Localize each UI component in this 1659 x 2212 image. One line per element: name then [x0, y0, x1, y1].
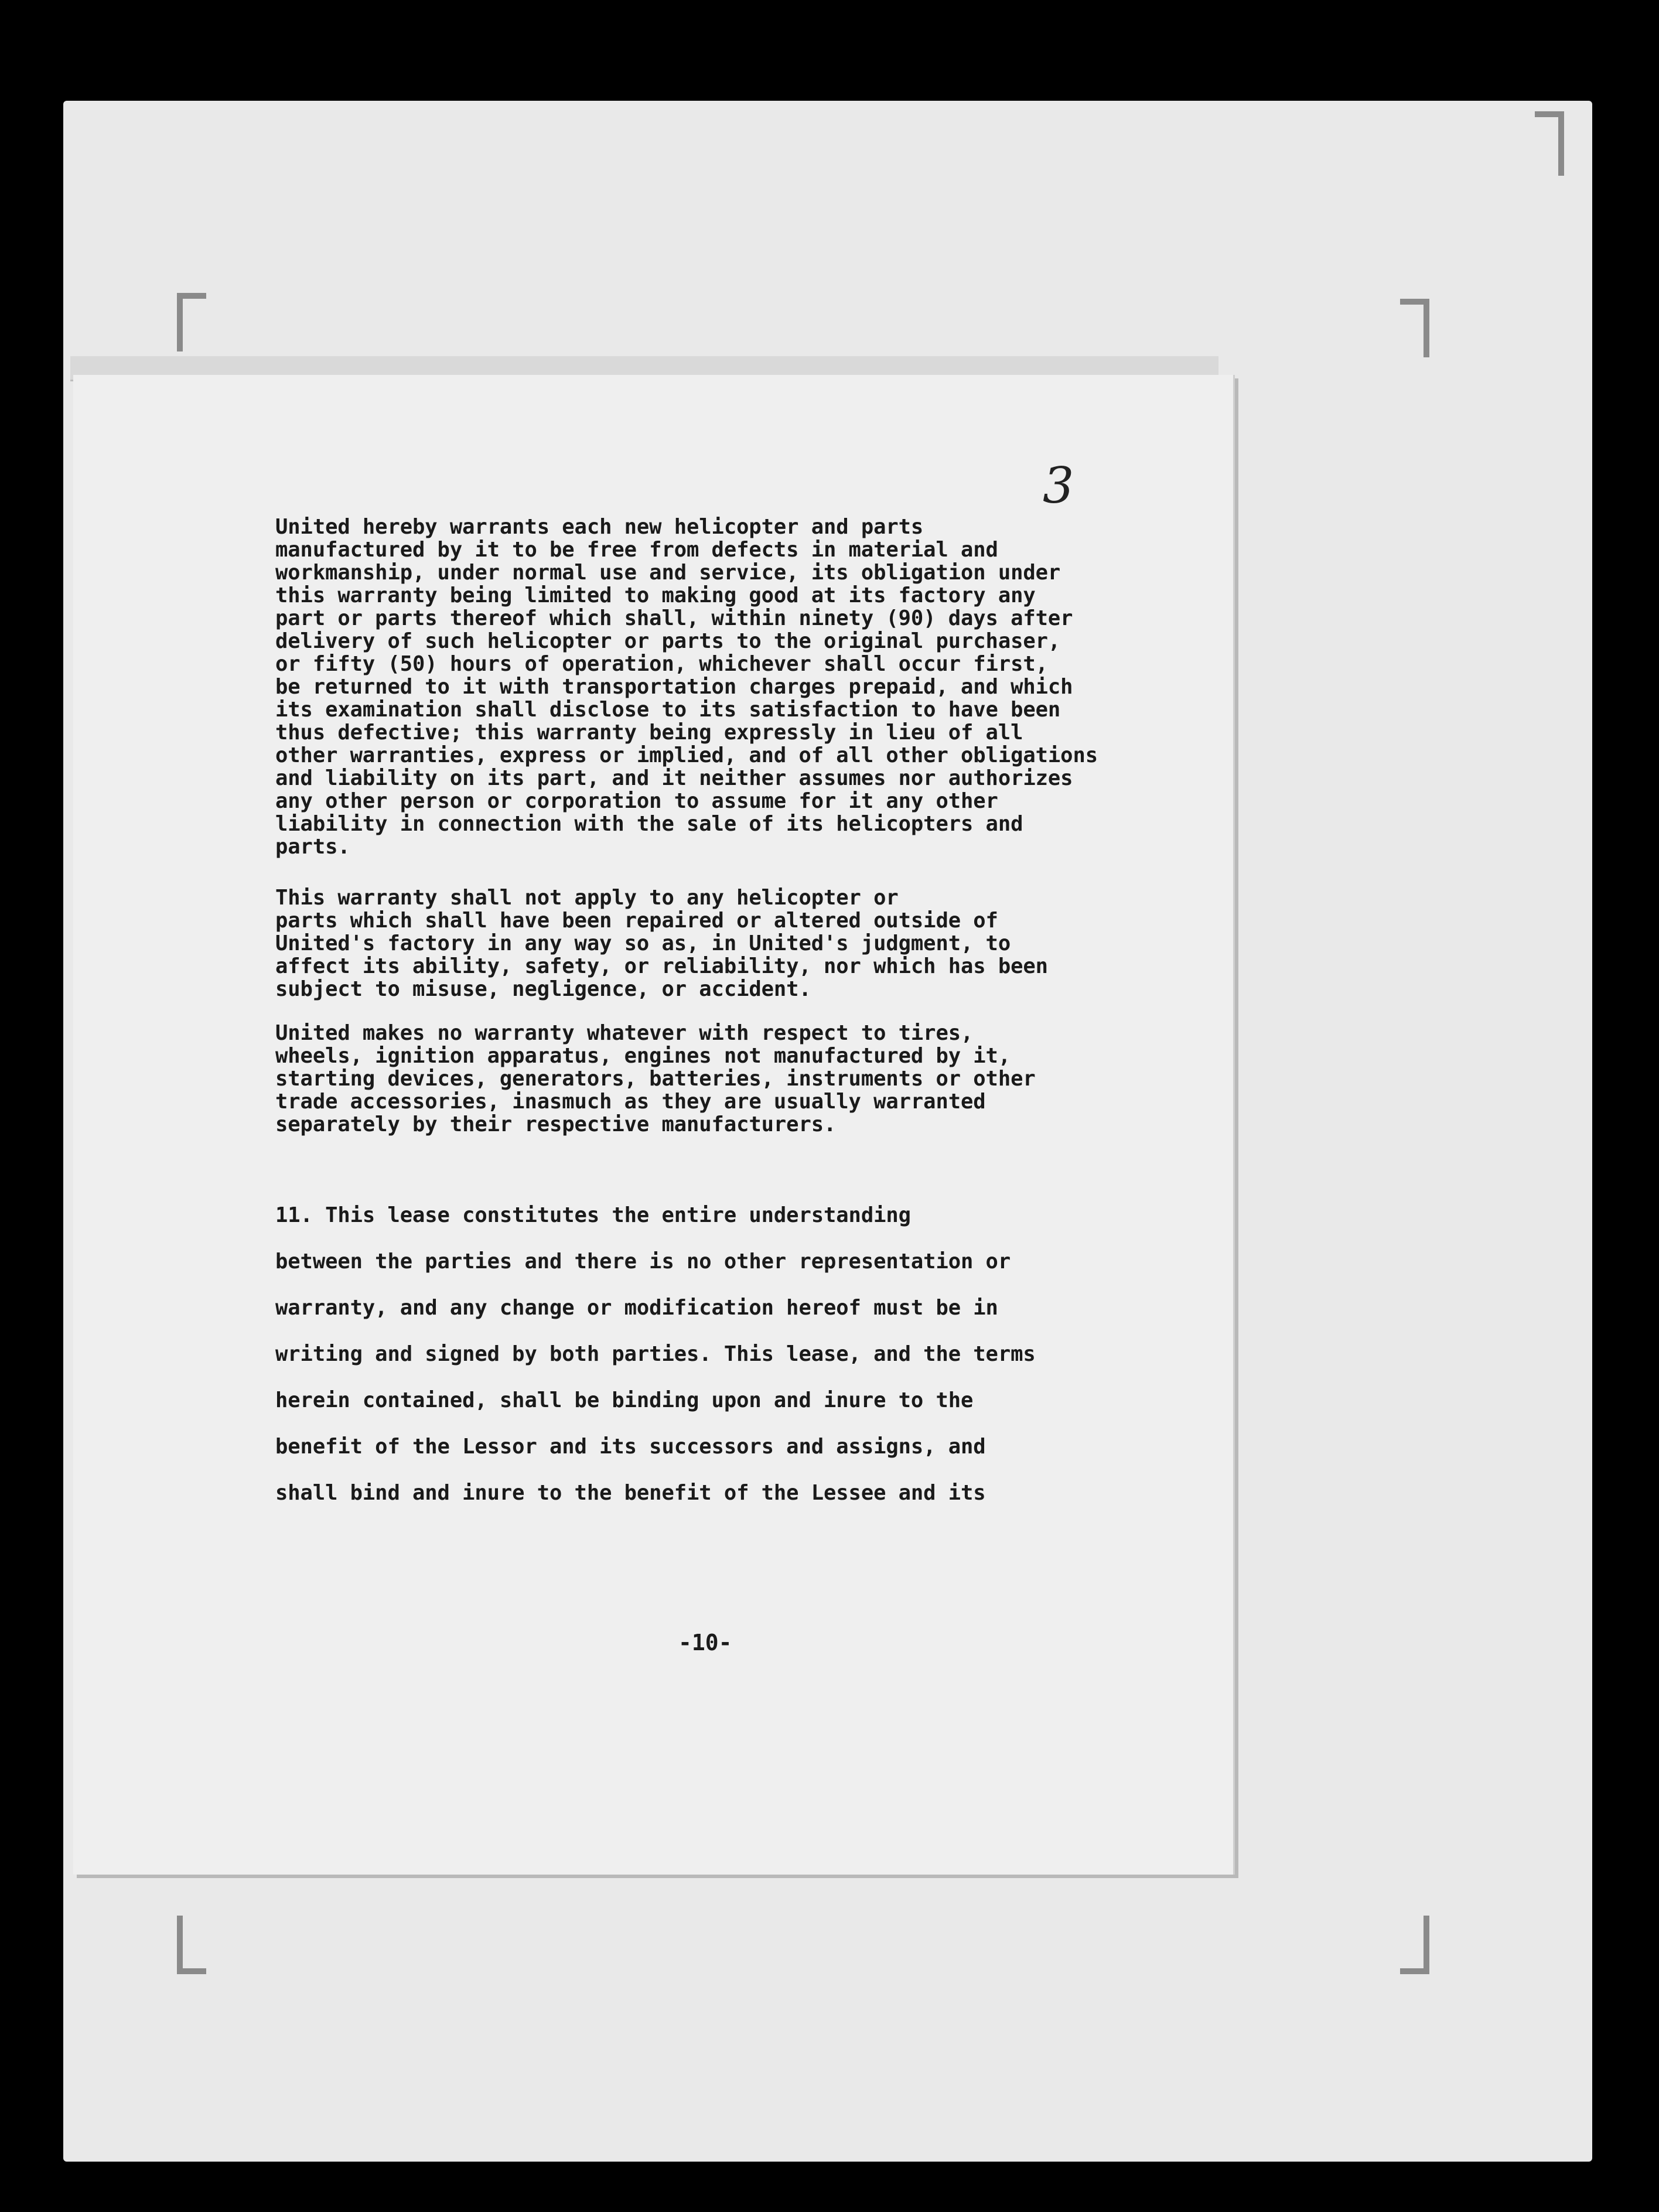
warranty-paragraph: United hereby warrants each new helicopter and parts manufactured by it to be free from defects in material and workmanship, under normal use and service, its obligation under this warranty being limited to making good at its factory any part or parts thereof which shall, within ninety (90) days after delivery of such helicopter or parts to the original purchaser, or fifty (50) hours of operation, whichever shall occur first, be returned to it with transportation charges prepaid, and which its examination shall disclose to its satisfaction to have been thus defective; this warranty being expressly in lieu of all other warranties, express or implied, and of all other obligations and liability on its part, and it neither assumes nor authorizes any other person or corporation to assume for it any other liability in connection with the sale of its helicopters and parts.	[275, 515, 1098, 859]
page-number: -10-	[678, 1630, 732, 1655]
accessories-paragraph: United makes no warranty whatever with respect to tires, wheels, ignition apparatus, engines not manufactured by it, starting devices, generators, batteries, instruments or other trade accessories, inasmuch as they are usually warranted separately by their respective manufacturers.	[275, 1021, 1036, 1136]
registration-mark-bottom-left	[177, 1916, 206, 1974]
registration-mark-top-right	[1400, 299, 1429, 357]
warranty-exclusion-paragraph: This warranty shall not apply to any helicopter or parts which shall have been repaired or altered outside of United's factory in any way so as, in United's judgment, to affect its ability, safety, or reliability, nor which has been subject to misuse, negligence, or accident.	[275, 886, 1048, 1001]
handwritten-page-mark: 3	[1043, 457, 1074, 514]
document-body	[275, 516, 1189, 1516]
registration-mark-outer-top-right	[1535, 111, 1564, 176]
clause-11-paragraph: 11. This lease constitutes the entire understanding between the parties and there is no other representation or warranty, and any change or modification hereof must be in writing and signed by both parties. This lease, and the terms herein contained, shall be binding upon and inure to the benefit of the Lessor and its successors and assigns, and shall bind and inure to the benefit of the Lessee and its	[275, 1203, 1036, 1505]
registration-mark-top-left	[177, 293, 206, 351]
registration-mark-bottom-right	[1400, 1916, 1429, 1974]
